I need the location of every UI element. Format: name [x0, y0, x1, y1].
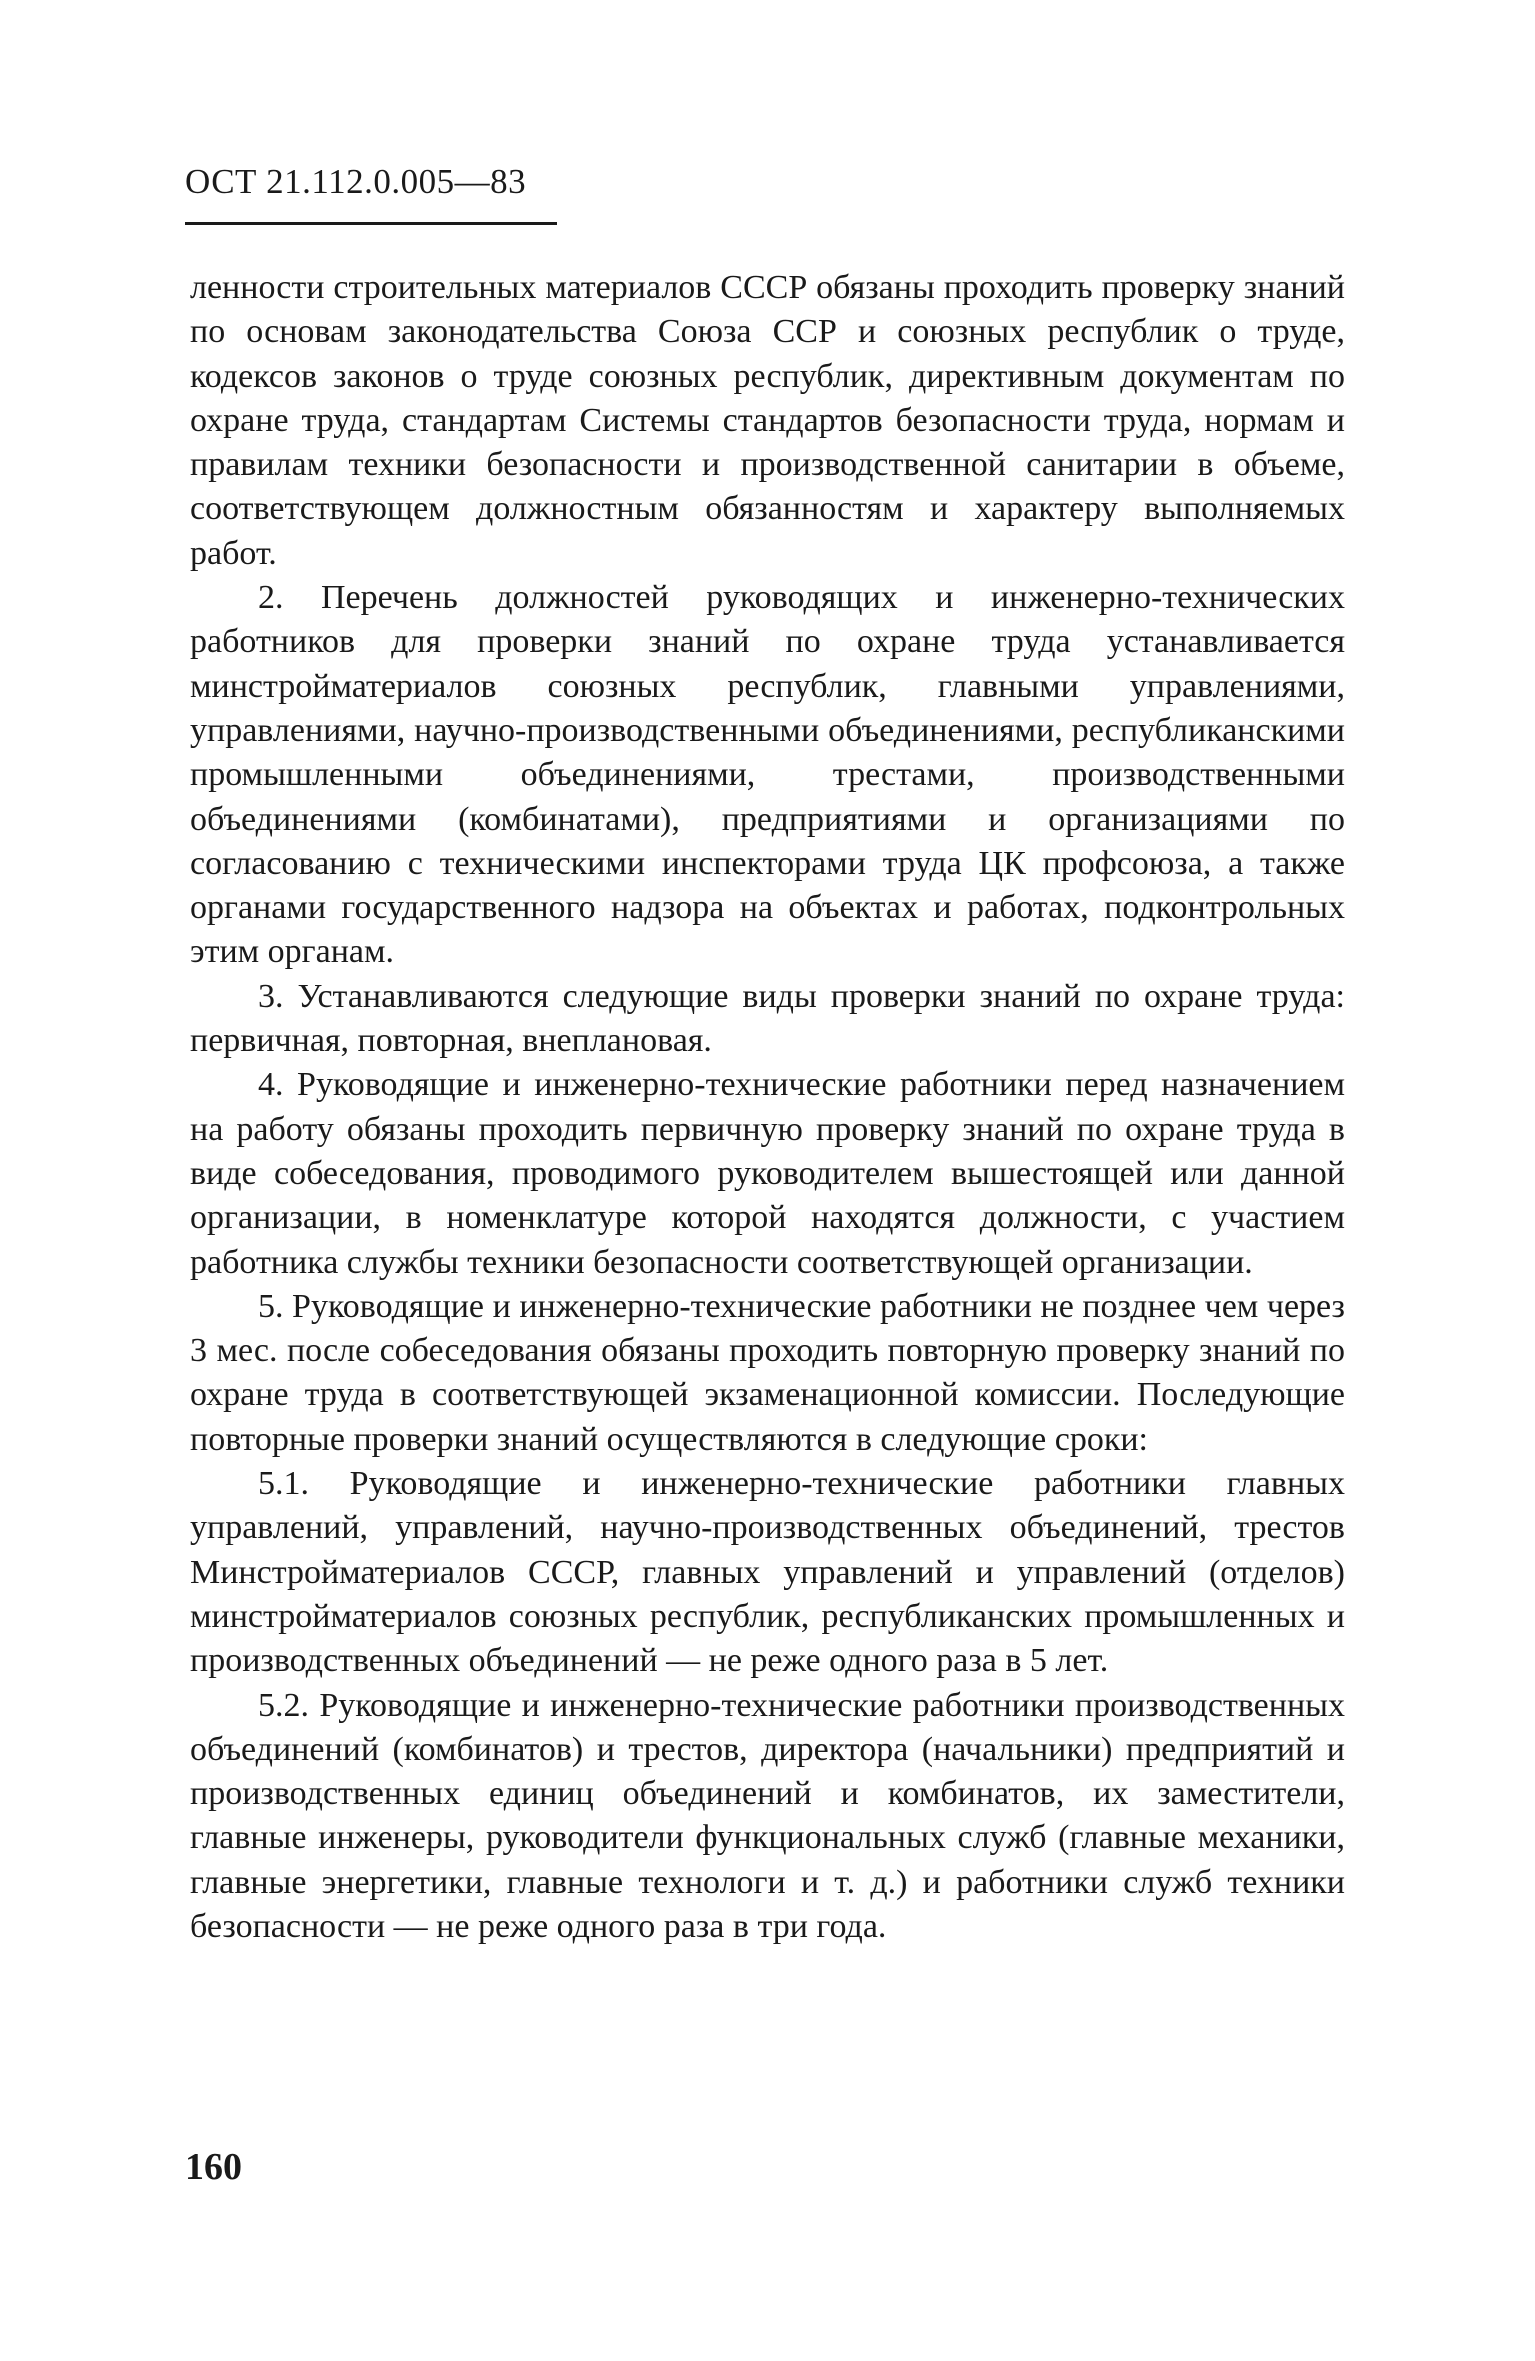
paragraph-continuation: ленности строительных материалов СССР обязаны проходить проверку знаний по основам законодательства Союза ССР и союзных республик о труде, кодексов законов о труде союзных республик, директивным документам по охране труда, стандартам Системы стандартов безопасности труда, нормам и правилам техники безопасности и производственной санитарии в объеме, соответствующем должностным обязанностям и характеру выполняемых работ. [190, 269, 1345, 572]
paragraph-5: 5. Руководящие и инженерно-технические работники не позднее чем через 3 мес. после собеседования обязаны проходить повторную проверку знаний по охране труда в соответствующей экзаменационной комиссии. Последующие повторные проверки знаний осуществляются в следующие сроки: [190, 1287, 1345, 1458]
document-header: ОСТ 21.112.0.005—83 [185, 162, 527, 201]
paragraph-2: 2. Перечень должностей руководящих и инженерно-технических работников для проверки знаний по охране труда устанавливается минстройматериалов союзных республик, главными управлениями, управлениями, научно-производственными объединениями, республиканскими промышленными объединениями, трестами, производственными объединениями (комбинатами), предприятиями и организациями по согласованию с техническими инспекторами труда ЦК профсоюза, а также органами государственного надзора на объектах и работах, подконтрольных этим органам. [190, 579, 1345, 971]
paragraph-5-2: 5.2. Руководящие и инженерно-технические работники производственных объединений (комбинатов) и трестов, директора (начальники) предприятий и производственных единиц объединений и комбинатов, их заместители, главные инженеры, руководители функциональных служб (главные механики, главные энергетики, главные технологи и т. д.) и работники служб техники безопасности — не реже одного раза в три года. [190, 1686, 1345, 1945]
document-body [190, 266, 1345, 1949]
paragraph-3: 3. Устанавливаются следующие виды проверки знаний по охране труда: первичная, повторная, внеплановая. [190, 977, 1345, 1060]
paragraph-5-1: 5.1. Руководящие и инженерно-технические работники главных управлений, управлений, научно-производственных объединений, трестов Минстройматериалов СССР, главных управлений и управлений (отделов) минстройматериалов союзных республик, республиканских промышленных и производственных объединений — не реже одного раза в 5 лет. [190, 1465, 1345, 1680]
header-divider [185, 222, 557, 225]
page-number: 160 [185, 2146, 242, 2188]
paragraph-4: 4. Руководящие и инженерно-технические работники перед назначением на работу обязаны проходить первичную проверку знаний по охране труда в виде собеседования, проводимого руководителем вышестоящей или данной организации, в номенклатуре которой находятся должности, с участием работника службы техники безопасности соответствующей организации. [190, 1066, 1345, 1281]
